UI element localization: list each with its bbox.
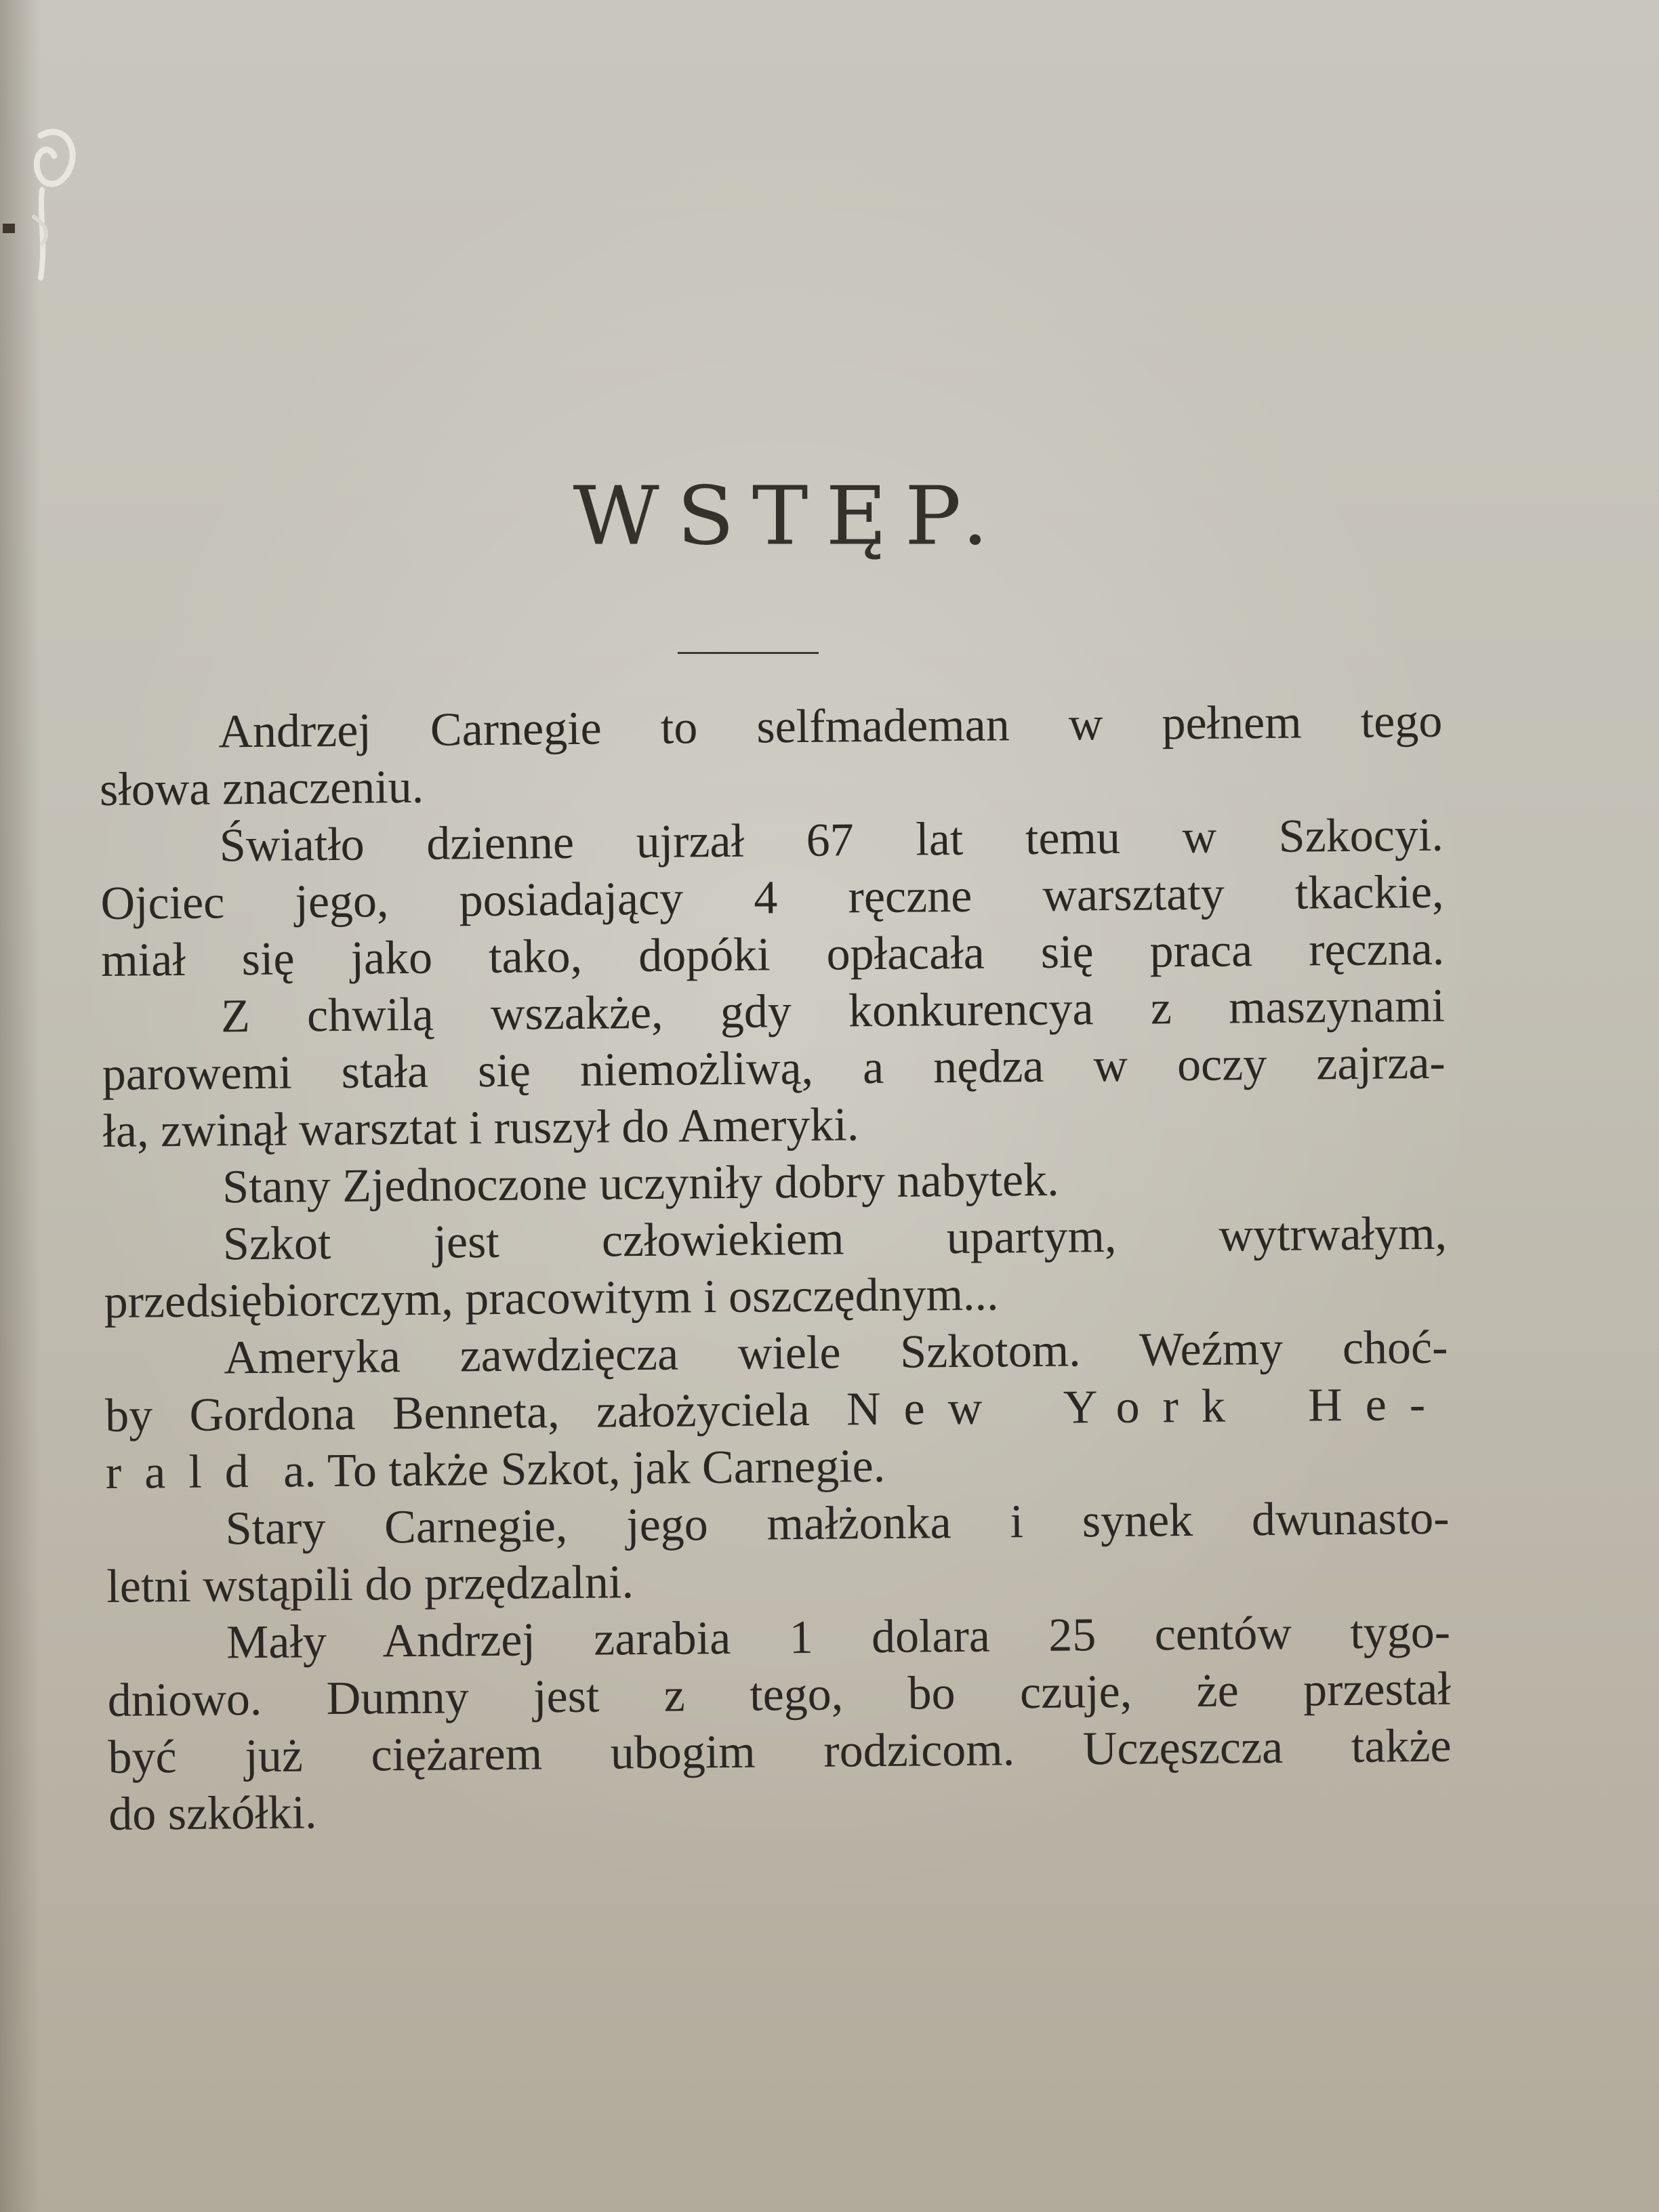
binding-thread-icon: [0, 115, 88, 305]
text-fragment: a. To także Szkot, jak Carnegie.: [283, 1439, 886, 1498]
text-line: Mały Andrzej zarabia 1 dolara 25 centów tygo-: [226, 1605, 1451, 1669]
text-line: dniowo. Dumny jest z tego, bo czuje, że przestał: [107, 1662, 1452, 1727]
text-line: Ameryka zawdzięcza wiele Szkotom. Weźmy choć-: [224, 1321, 1448, 1385]
text-line: letni wstąpili do przędzalni.: [106, 1556, 634, 1613]
text-line: Ojciec jego, posiadający 4 ręczne warsztaty tkackie,: [100, 865, 1444, 930]
page-title: WSTĘP.: [573, 469, 1006, 564]
text-line: Światło dzienne ujrzał 67 lat temu w Szkocyi.: [219, 808, 1444, 872]
text-line: miał się jako tako, dopóki opłacała się praca ręczna.: [100, 922, 1445, 987]
text-line: Z chwilą wszakże, gdy konkurencya z maszynami: [220, 979, 1446, 1043]
text-line: [105, 1376, 1449, 1445]
text-line: przedsiębiorczym, pracowitym i oszczędnym...: [104, 1268, 999, 1328]
spaced-title-text: New York He-: [846, 1378, 1449, 1436]
body-text: [99, 693, 1452, 1843]
text-line: Andrzej Carnegie to selfmademan w pełnem tego: [218, 695, 1443, 758]
text-line: parowemi stała się niemożliwą, a nędza w oczy zajrza-: [102, 1036, 1446, 1101]
text-line: ła, zwinął warsztat i ruszył do Ameryki.: [102, 1099, 859, 1158]
text-line: do szkółki.: [108, 1786, 317, 1841]
text-line: słowa znaczeniu.: [99, 760, 424, 816]
page-edge-shadow: [0, 0, 41, 2212]
text-line: być już ciężarem ubogim rodzicom. Uczęszcza także: [108, 1719, 1452, 1784]
text-line: Szkot jest człowiekiem upartym, wytrwałym,: [222, 1207, 1448, 1271]
text-line: Stany Zjednoczone uczyniły dobry nabytek.: [222, 1153, 1059, 1214]
spaced-title-text: rald: [105, 1445, 272, 1499]
text-line: Stary Carnegie, jego małżonka i synek dwunasto-: [225, 1492, 1450, 1555]
title-divider: [678, 652, 819, 654]
text-fragment: by Gordona Benneta, założyciela: [104, 1383, 847, 1442]
